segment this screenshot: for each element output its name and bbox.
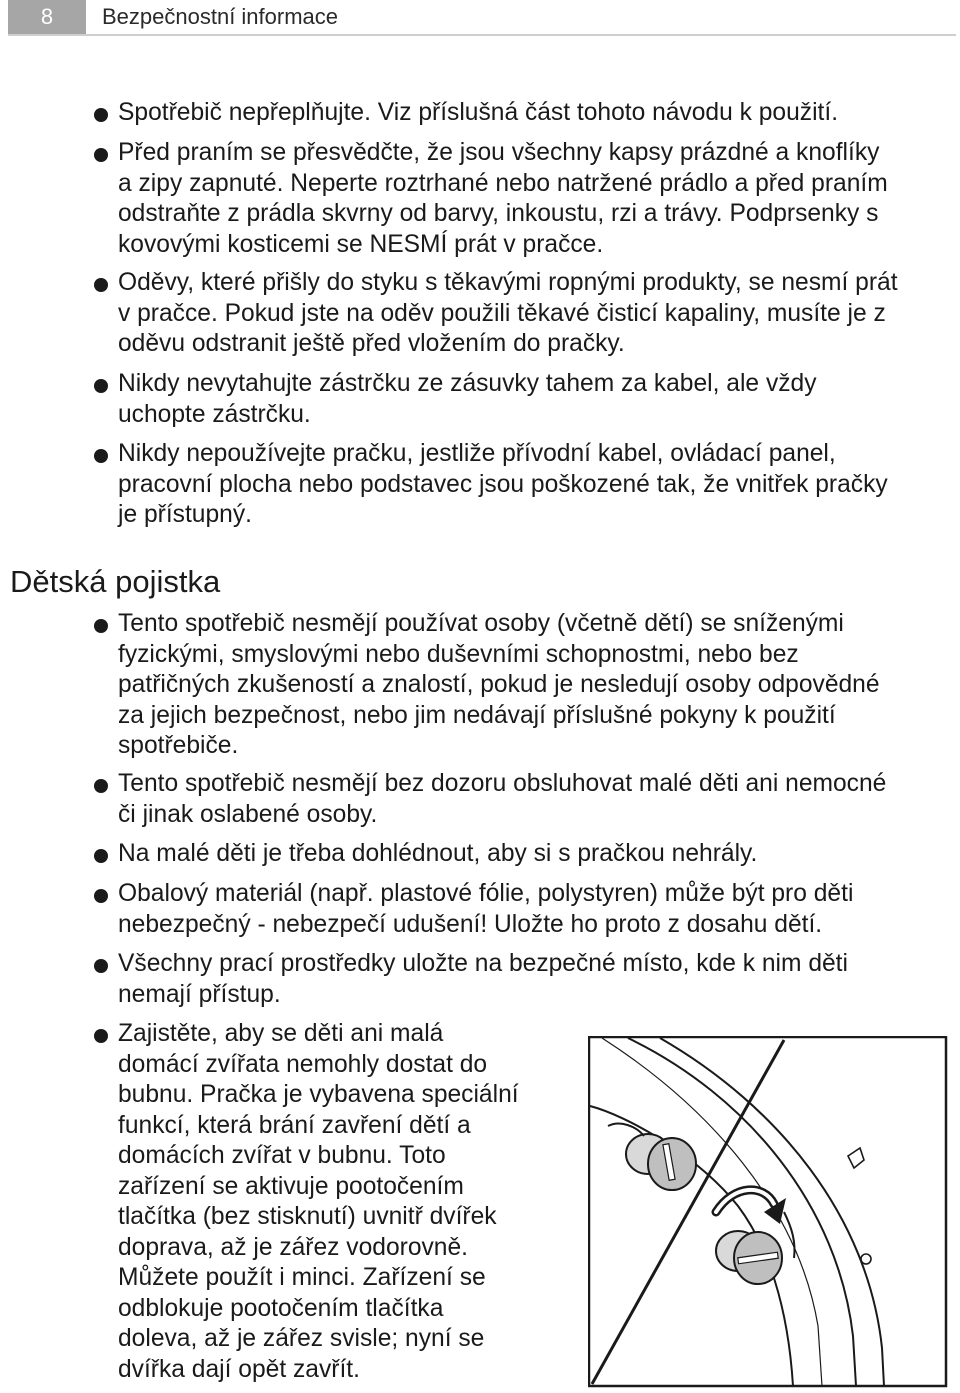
bullet-icon xyxy=(94,779,108,793)
list-item: Tento spotřebič nesmějí používat osoby (včetně dětí) se sníženými fyzickými, smyslovými nebo duševními schopnostmi, nebo bez patřičných zkušeností a znalostí, pokud je nesledují osoby odpovědné za jejich bezpečnost, nebo jim nedávají příslušné pokyny k použití spotřebiče. xyxy=(118,609,880,762)
child-lock-door-button-icon xyxy=(588,1036,948,1388)
page-header xyxy=(8,0,956,36)
bullet-icon xyxy=(94,619,108,633)
child-lock-illustration xyxy=(588,1036,948,1388)
bullet-icon xyxy=(94,1029,108,1043)
bullet-icon xyxy=(94,108,108,122)
list-item: Před praním se přesvědčte, že jsou všechny kapsy prázdné a knoflíky a zipy zapnuté. Neperte roztrhané nebo natržené prádlo a před praním odstraňte z prádla skvrny od barvy, inkoustu, rzi a trávy. Podprsenky s kovovými kosticemi se NESMÍ prát v pračce. xyxy=(118,138,888,260)
bullet-icon xyxy=(94,449,108,463)
bullet-icon xyxy=(94,849,108,863)
list-item: Nikdy nepoužívejte pračku, jestliže přívodní kabel, ovládací panel, pracovní plocha nebo podstavec jsou poškozené tak, že vnitřek pračky je přístupný. xyxy=(118,439,888,531)
list-item: Zajistěte, aby se děti ani malá domácí zvířata nemohly dostat do bubnu. Pračka je vybavena speciální funkcí, která brání zavření dětí a domácích zvířat v bubnu. Toto zařízení se aktivuje pootočením tlačítka (bez stisknutí) uvnitř dvířek doprava, až je zářez vodorovně. Můžete použít i minci. Zařízení se odblokuje pootočením tlačítka doleva, až je zářez svisle; nyní se dvířka dají opět zavřít. xyxy=(118,1019,519,1385)
list-item: Tento spotřebič nesmějí bez dozoru obsluhovat malé děti ani nemocné či jinak oslabené osoby. xyxy=(118,769,886,830)
header-title: Bezpečnostní informace xyxy=(102,4,339,29)
page-number: 8 xyxy=(8,0,86,34)
bullet-icon xyxy=(94,148,108,162)
list-item: Obalový materiál (např. plastové fólie, polystyren) může být pro děti nebezpečný - nebezpečí udušení! Uložte ho proto z dosahu dětí. xyxy=(118,879,853,940)
section-title: Dětská pojistka xyxy=(10,564,221,599)
list-item: Nikdy nevytahujte zástrčku ze zásuvky tahem za kabel, ale vždy uchopte zástrčku. xyxy=(118,369,817,430)
list-item: Všechny prací prostředky uložte na bezpečné místo, kde k nim děti nemají přístup. xyxy=(118,949,848,1010)
bullet-icon xyxy=(94,959,108,973)
list-item: Spotřebič nepřeplňujte. Viz příslušná část tohoto návodu k použití. xyxy=(118,98,838,129)
bullet-icon xyxy=(94,889,108,903)
list-item: Na malé děti je třeba dohlédnout, aby si s pračkou nehrály. xyxy=(118,839,757,870)
bullet-icon xyxy=(94,379,108,393)
list-item: Oděvy, které přišly do styku s těkavými ropnými produkty, se nesmí prát v pračce. Pokud jste na oděv použili těkavé čisticí kapaliny, musíte je z oděvu odstranit ještě před vložením do pračky. xyxy=(118,268,898,360)
bullet-icon xyxy=(94,278,108,292)
